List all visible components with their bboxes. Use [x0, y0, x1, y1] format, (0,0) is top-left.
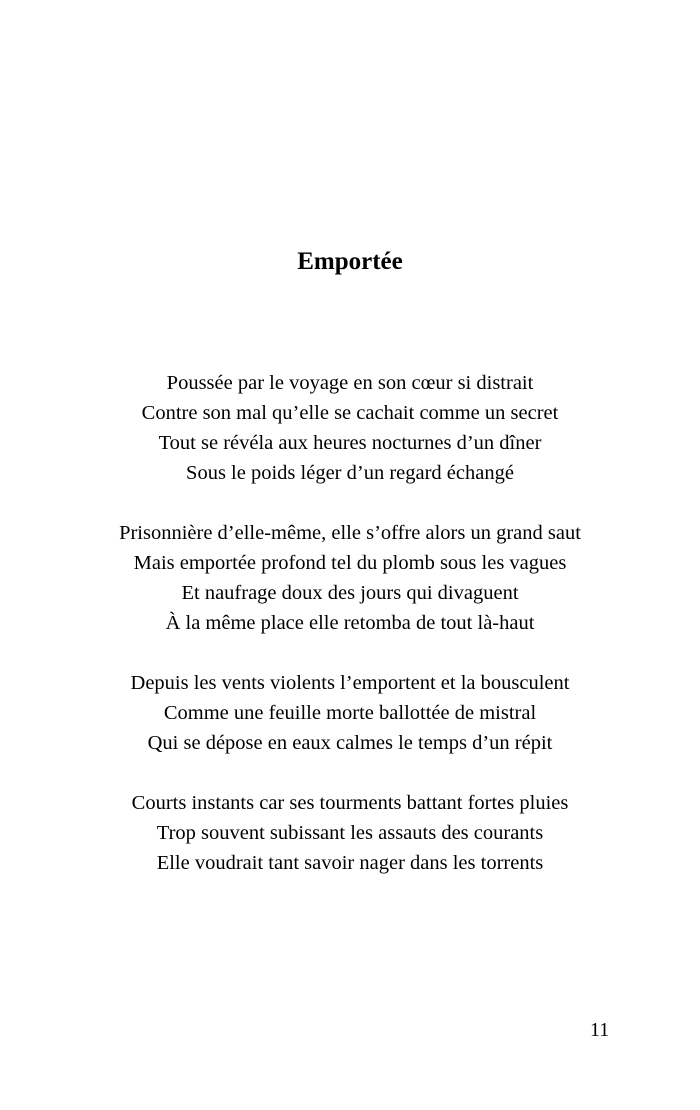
poem-line: Et naufrage doux des jours qui divaguent: [181, 582, 519, 604]
stanza-1: [0, 368, 700, 488]
poem-line: Trop souvent subissant les assauts des courants: [156, 822, 544, 844]
poem-line: Tout se révéla aux heures nocturnes d’un dîner: [158, 432, 542, 454]
poem-line: Elle voudrait tant savoir nager dans les torrents: [156, 852, 544, 874]
stanza-4: [0, 788, 700, 878]
poem-line: À la même place elle retomba de tout là-haut: [165, 612, 535, 634]
poem-line: Poussée par le voyage en son cœur si distrait: [166, 372, 534, 394]
poem-line: Courts instants car ses tourments battant fortes pluies: [131, 792, 569, 814]
poem-title: Emportée: [297, 248, 403, 275]
poem-line: Contre son mal qu’elle se cachait comme un secret: [141, 402, 559, 424]
poem-body: [0, 368, 700, 908]
poem-line: Comme une feuille morte ballottée de mistral: [163, 702, 537, 724]
poem-line: Prisonnière d’elle-même, elle s’offre alors un grand saut: [119, 522, 581, 544]
poem-line: Depuis les vents violents l’emportent et la bousculent: [130, 672, 570, 694]
stanza-2: [0, 518, 700, 638]
stanza-3: [0, 668, 700, 758]
poem-line: Qui se dépose en eaux calmes le temps d’un répit: [147, 732, 553, 754]
poem-line: Sous le poids léger d’un regard échangé: [186, 462, 514, 484]
poem-line: Mais emportée profond tel du plomb sous les vagues: [133, 552, 567, 574]
page-number: 11: [590, 1019, 610, 1041]
